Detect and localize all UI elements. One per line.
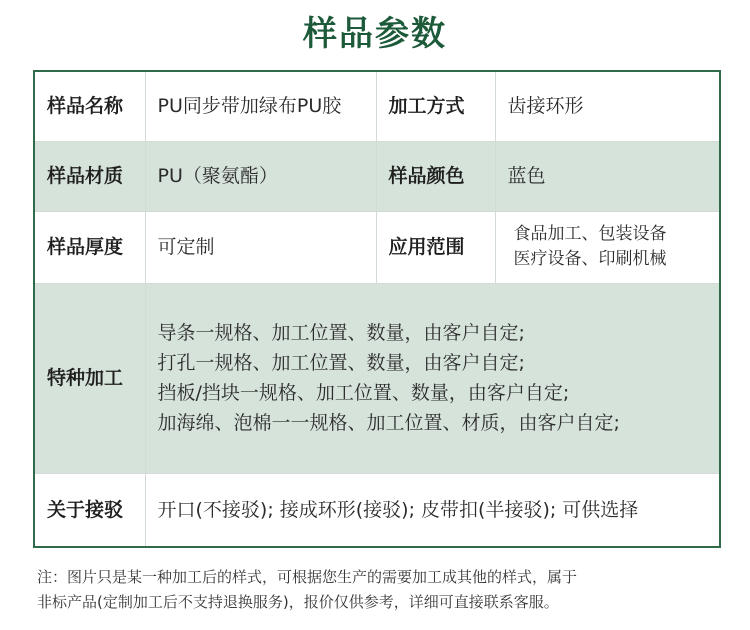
- special-line: 打孔一规格、加工位置、数量，由客户自定;: [157, 352, 525, 374]
- table-row: [34, 473, 720, 547]
- label-process-method: 加工方式: [376, 71, 495, 141]
- label-application: 应用范围: [376, 211, 495, 283]
- application-line: 食品加工、包装设备: [513, 224, 667, 244]
- value-application: [495, 211, 720, 283]
- value-material: PU（聚氨酯）: [145, 141, 376, 211]
- footnote-line: 注：图片只是某一种加工后的样式，可根据您生产的需要加工成其他的样式，属于: [37, 568, 578, 586]
- table-row: [34, 283, 720, 473]
- spec-table: [33, 70, 721, 548]
- label-thickness: 样品厚度: [34, 211, 145, 283]
- special-line: 导条一规格、加工位置、数量，由客户自定;: [157, 322, 525, 344]
- value-joint: 开口(不接驳); 接成环形(接驳); 皮带扣(半接驳); 可供选择: [145, 473, 720, 547]
- table-row: [34, 211, 720, 283]
- value-color: 蓝色: [495, 141, 720, 211]
- page-title: 样品参数: [303, 14, 447, 54]
- label-material: 样品材质: [34, 141, 145, 211]
- value-special-processing: [145, 283, 720, 473]
- value-process-method: 齿接环形: [495, 71, 720, 141]
- label-sample-name: 样品名称: [34, 71, 145, 141]
- value-sample-name: PU同步带加绿布PU胶: [145, 71, 376, 141]
- value-thickness: 可定制: [145, 211, 376, 283]
- special-line: 挡板/挡块一规格、加工位置、数量，由客户自定;: [157, 382, 570, 404]
- label-special-processing: 特种加工: [34, 283, 145, 473]
- label-color: 样品颜色: [376, 141, 495, 211]
- special-line: 加海绵、泡棉一一规格、加工位置、材质，由客户自定;: [157, 412, 620, 434]
- table-row: [34, 71, 720, 141]
- footnote-line: 非标产品(定制加工后不支持退换服务)，报价仅供参考，详细可直接联系客服。: [37, 593, 559, 611]
- table-row: [34, 141, 720, 211]
- footnote: [37, 565, 727, 615]
- label-joint: 关于接驳: [34, 473, 145, 547]
- application-line: 医疗设备、印刷机械: [513, 249, 667, 269]
